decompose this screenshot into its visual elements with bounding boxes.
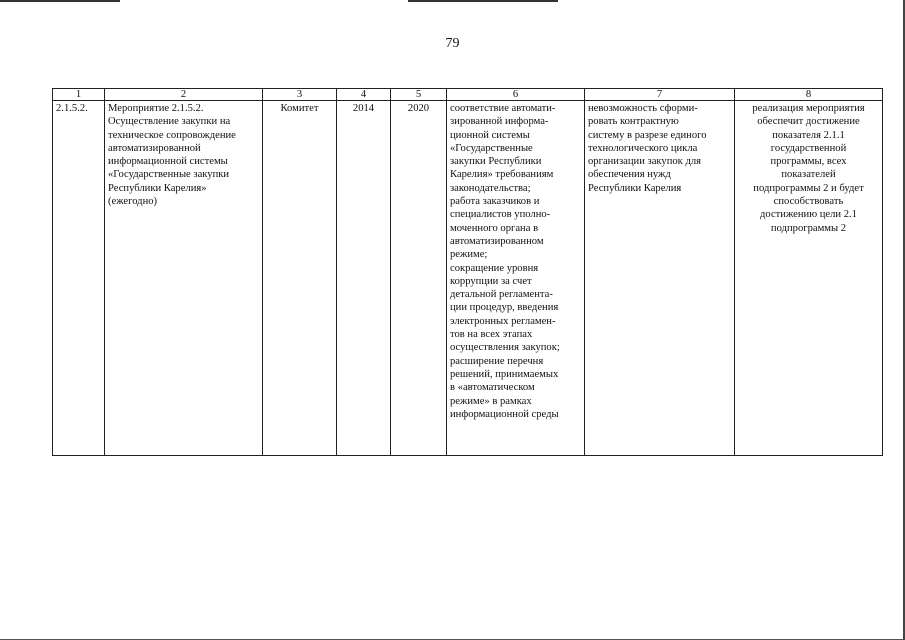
measure-name-line: техническое сопровождение [108,129,236,141]
table-row [53,101,883,456]
indicator-link-line: обеспечит достижение [757,116,860,128]
expected-result-line: коррупции за счет [450,275,532,287]
expected-result-line: ционной системы [450,129,530,141]
column-number-6: 6 [447,89,585,101]
column-number-8: 8 [735,89,883,101]
scan-edge-top-right [408,0,558,2]
column-number-2: 2 [105,89,263,101]
consequences-line: ровать контрактную [588,116,679,128]
consequences-line: технологического цикла [588,142,698,154]
indicator-link-line: подпрограммы 2 [770,222,847,234]
consequences-line: организации закупок для [588,156,702,168]
expected-result-line: ции процедур, введения [450,302,559,314]
column-number-1: 1 [53,89,105,101]
expected-result-line: моченного органа в [450,222,539,234]
expected-result-line: автоматизированном [450,235,544,247]
measure-name-line: информационной системы [108,156,228,168]
expected-result-line: законодательства; [450,182,531,194]
expected-result-line: осуществления закупок; [450,342,560,354]
expected-result-line: тов на всех этапах [450,329,533,341]
measure-name-line: автоматизированной [108,142,201,154]
measure-code-cell: 2.1.5.2. [53,101,105,456]
measure-name-line: Осуществление закупки на [108,116,231,128]
expected-result-line: режиме; [450,249,488,261]
consequences-line: обеспечения нужд [588,169,671,181]
expected-result-line: сокращение уровня [450,262,539,274]
indicator-link-line: подпрограммы 2 и будет [753,182,864,194]
indicator-link-line: государственной [770,142,847,154]
consequences-cell [585,101,735,456]
measure-name-line: (ежегодно) [108,196,158,208]
column-number-4: 4 [337,89,391,101]
expected-result-line: детальной регламента- [450,289,553,301]
column-number-7: 7 [585,89,735,101]
program-measures-table [52,88,883,456]
measure-name-line: Мероприятие 2.1.5.2. [108,103,204,114]
expected-result-line: специалистов уполно- [450,209,551,221]
executor-cell: Комитет [263,101,337,456]
expected-result-line: Карелия» требованиям [450,169,554,181]
column-number-5: 5 [391,89,447,101]
measure-name-cell [105,101,263,456]
expected-result-line: «Государственные [450,142,533,154]
consequences-line: невозможность сформи- [588,103,698,114]
indicator-link-line: показателя 2.1.1 [772,129,845,141]
expected-result-cell [447,101,585,456]
expected-result-line: электронных регламен- [450,315,556,327]
expected-result-line: закупки Республики [450,156,542,168]
expected-result-line: режиме» в рамках [450,395,532,407]
indicator-link-line: способствовать [773,196,844,208]
expected-result-line: соответствие автомати- [450,103,556,114]
expected-result-line: работа заказчиков и [450,196,540,208]
expected-result-line: расширение перечня [450,355,544,367]
expected-result-line: в «автоматическом [450,382,535,394]
indicator-link-line: программы, всех [770,156,847,168]
page-number: 79 [445,36,460,51]
scan-edge-top-left [0,0,120,2]
expected-result-line: решений, принимаемых [450,368,559,380]
consequences-line: систему в разрезе единого [588,129,707,141]
end-year-cell: 2020 [391,101,447,456]
indicator-link-line: реализация мероприятия [752,103,865,114]
start-year-cell: 2014 [337,101,391,456]
indicator-link-line: показателей [781,169,836,181]
measure-name-line: «Государственные закупки [108,169,230,181]
indicator-link-cell [735,101,883,456]
expected-result-line: зированной информа- [450,116,549,128]
column-number-3: 3 [263,89,337,101]
consequences-line: Республики Карелия [588,182,682,194]
indicator-link-line: достижению цели 2.1 [760,209,857,221]
measure-name-line: Республики Карелия» [108,182,207,194]
expected-result-line: информационной среды [450,408,559,420]
column-number-row [53,89,883,101]
